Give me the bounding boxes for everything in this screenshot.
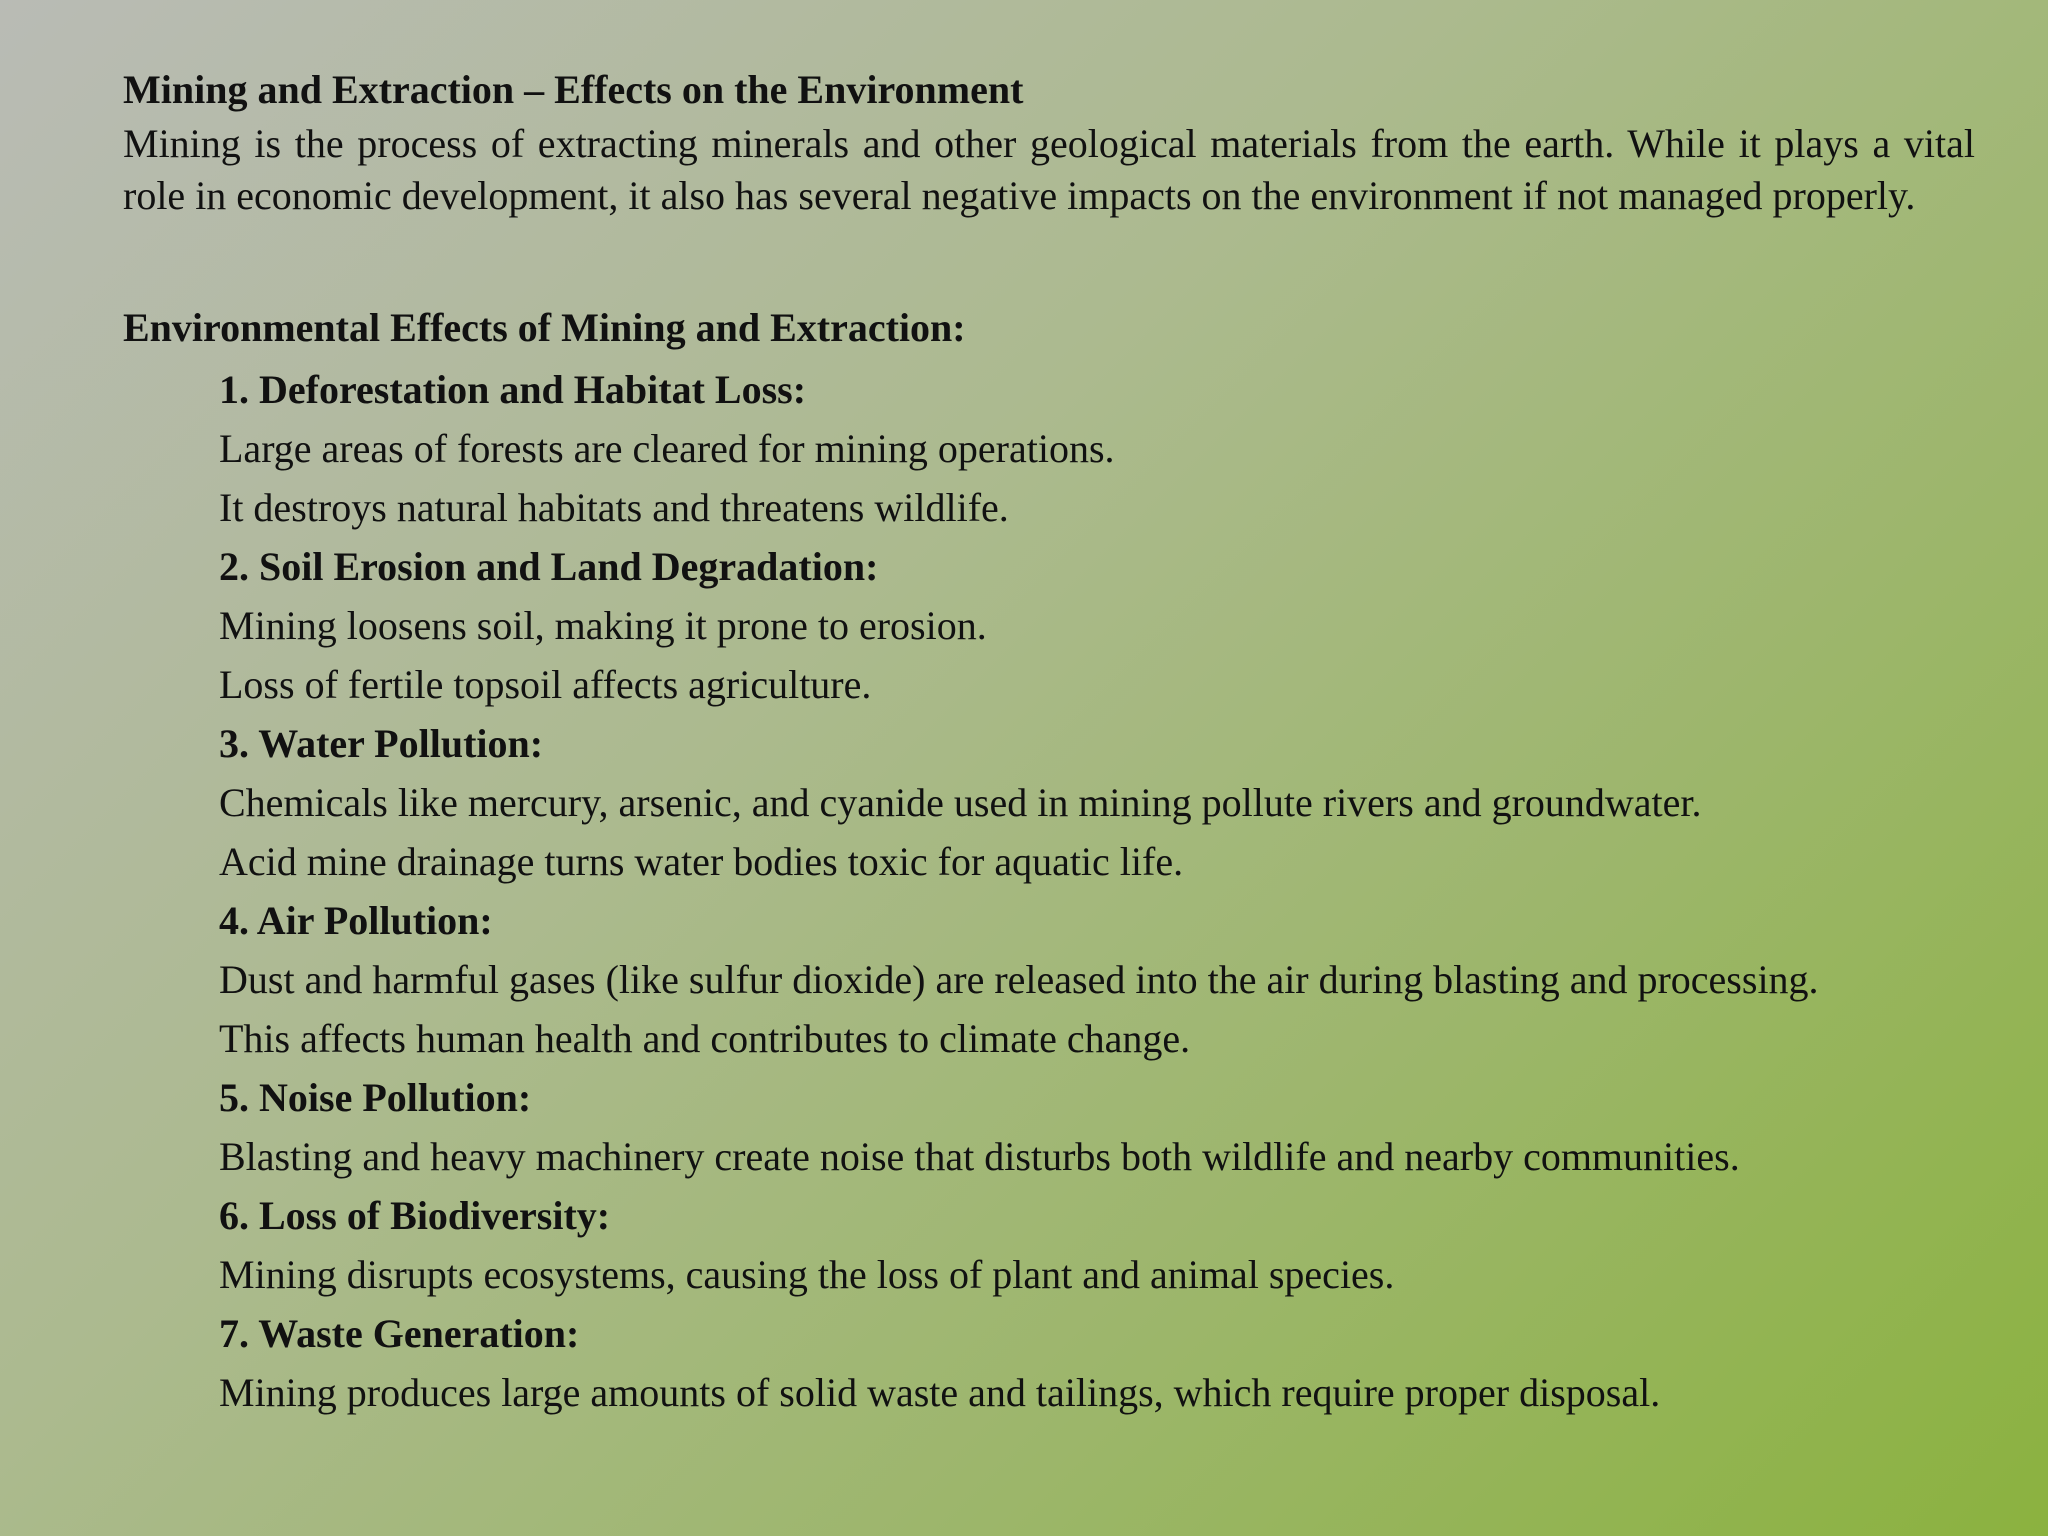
effect-detail: Mining produces large amounts of solid waste and tailings, which require proper disposal. <box>219 1370 1661 1415</box>
effect-detail: Dust and harmful gases (like sulfur dioxide) are released into the air during blasting and processing. <box>219 957 1819 1002</box>
effect-item-soil-erosion <box>219 537 1975 714</box>
intro-paragraph: Mining is the process of extracting minerals and other geological materials from the earth. While it plays a vital role in economic development, it also has several negative impacts on the environment if not managed properly. <box>123 121 1975 218</box>
effect-detail: Large areas of forests are cleared for mining operations. <box>219 426 1115 471</box>
effect-detail: Chemicals like mercury, arsenic, and cyanide used in mining pollute rivers and groundwater. <box>219 780 1702 825</box>
effect-item-noise-pollution <box>219 1068 1975 1186</box>
effect-item-biodiversity-loss <box>219 1186 1975 1304</box>
effect-detail: Mining disrupts ecosystems, causing the loss of plant and animal species. <box>219 1252 1395 1297</box>
effect-title: 3. Water Pollution: <box>219 721 544 766</box>
effect-item-water-pollution <box>219 714 1975 891</box>
effect-item-waste-generation <box>219 1304 1975 1422</box>
effect-title: 2. Soil Erosion and Land Degradation: <box>219 544 879 589</box>
effect-detail: Loss of fertile topsoil affects agriculture. <box>219 662 872 707</box>
effect-title: 6. Loss of Biodiversity: <box>219 1193 611 1238</box>
document-title: Mining and Extraction – Effects on the Environment <box>123 67 1024 112</box>
section-heading: Environmental Effects of Mining and Extraction: <box>123 305 966 350</box>
effect-detail: It destroys natural habitats and threatens wildlife. <box>219 485 1009 530</box>
effects-list <box>123 360 1975 1422</box>
effect-title: 4. Air Pollution: <box>219 898 493 943</box>
effect-item-air-pollution <box>219 891 1975 1068</box>
effect-title: 7. Waste Generation: <box>219 1311 580 1356</box>
effect-title: 1. Deforestation and Habitat Loss: <box>219 367 807 412</box>
effect-detail: This affects human health and contributes to climate change. <box>219 1016 1191 1061</box>
effect-detail: Blasting and heavy machinery create noise that disturbs both wildlife and nearby communities. <box>219 1134 1740 1179</box>
effect-item-deforestation <box>219 360 1975 537</box>
effect-detail: Acid mine drainage turns water bodies toxic for aquatic life. <box>219 839 1184 884</box>
document-slide <box>123 62 1975 1422</box>
effect-detail: Mining loosens soil, making it prone to erosion. <box>219 603 987 648</box>
effect-title: 5. Noise Pollution: <box>219 1075 532 1120</box>
